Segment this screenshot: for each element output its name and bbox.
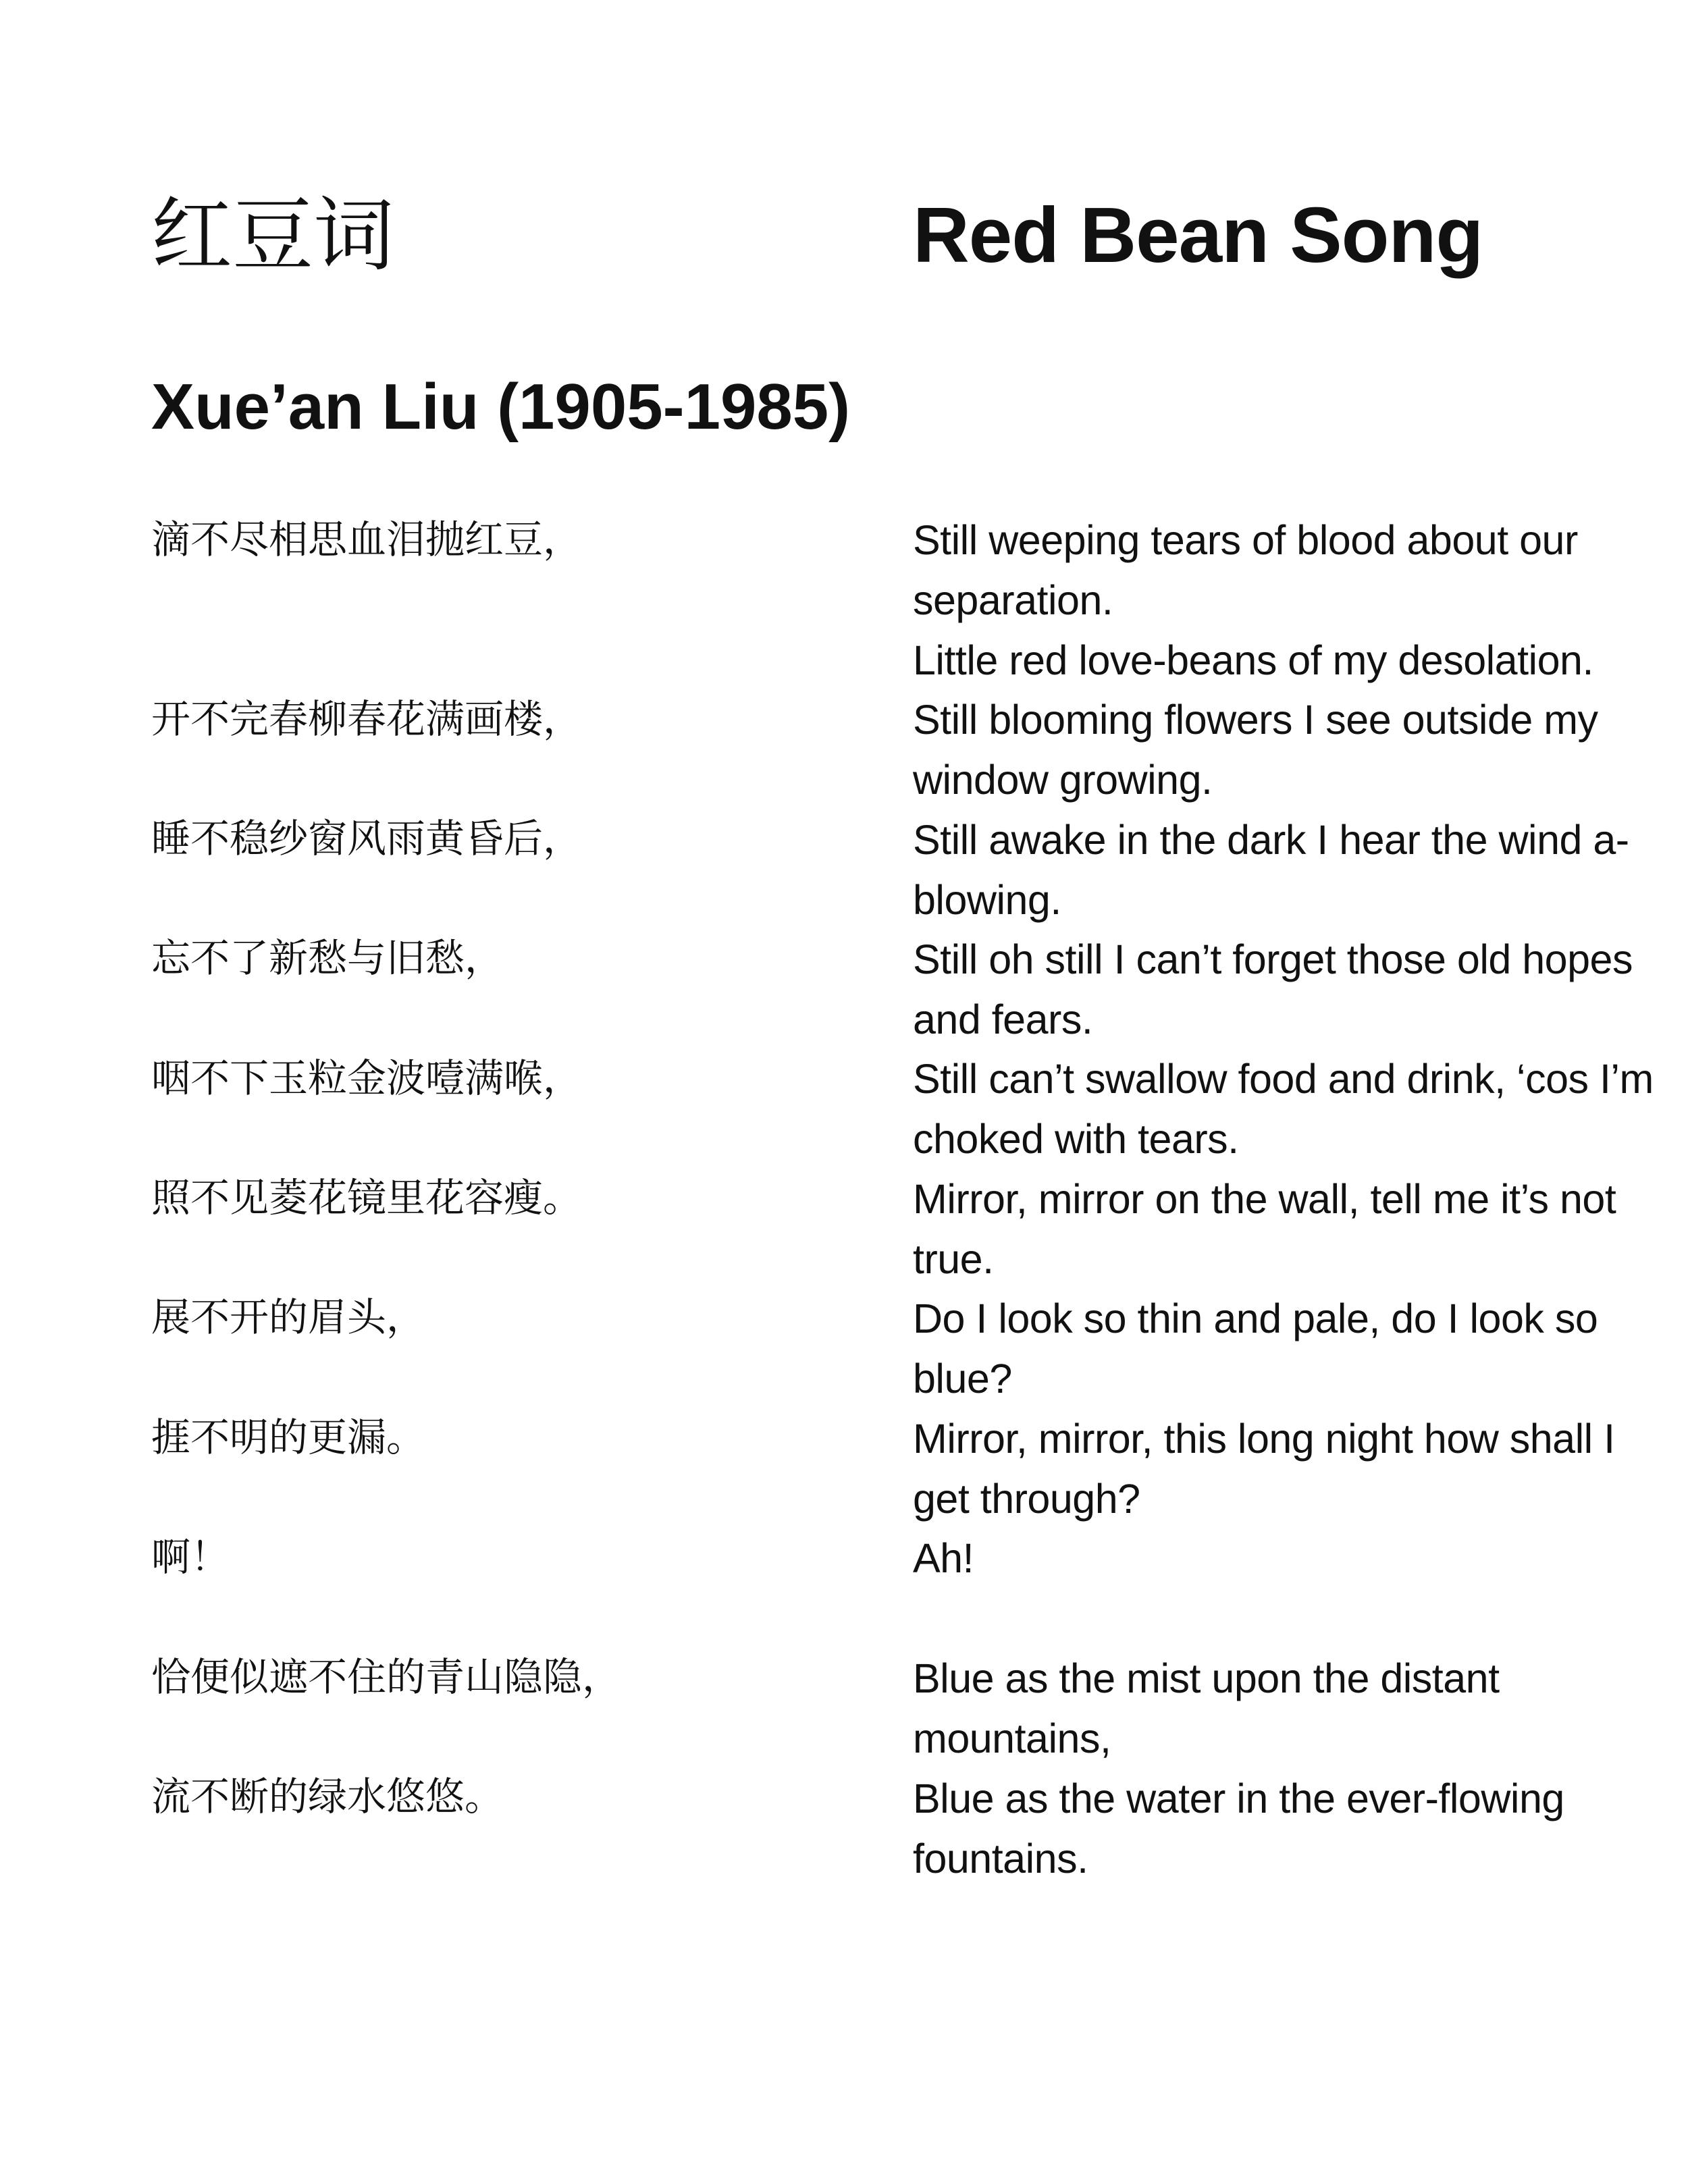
chinese-line: 照不见菱花镜里花容瘦。 xyxy=(151,1175,583,1221)
chinese-line: 忘不了新愁与旧愁， xyxy=(151,935,504,981)
chinese-line: 展不开的眉头， xyxy=(151,1294,426,1340)
english-line: Little red love-beans of my desolation. xyxy=(913,637,1593,683)
english-line: Still weeping tears of blood about our separation. xyxy=(913,517,1578,623)
chinese-title: 红豆词 xyxy=(151,189,394,283)
chinese-line: 咽不下玉粒金波噎满喉， xyxy=(151,1055,583,1101)
english-line: Ah! xyxy=(913,1535,974,1581)
english-line: Still can’t swallow food and drink, ‘cos I’m choked with tears. xyxy=(913,1056,1654,1162)
english-line: Still awake in the dark I hear the wind a-blowing. xyxy=(913,817,1629,923)
chinese-line: 滴不尽相思血泪抛红豆， xyxy=(151,516,583,562)
english-line: Blue as the mist upon the distant mountains, xyxy=(913,1655,1500,1761)
chinese-line: 睡不稳纱窗风雨黄昏后， xyxy=(151,816,583,861)
english-line: Do I look so thin and pale, do I look so blue? xyxy=(913,1296,1598,1402)
chinese-line: 恰便似遮不住的青山隐隐， xyxy=(151,1654,622,1700)
chinese-line: 开不完春柳春花满画楼， xyxy=(151,696,583,742)
author-name: Xue’an Liu (1905-1985) xyxy=(151,371,851,443)
english-title: Red Bean Song xyxy=(913,191,1483,279)
chinese-line: 捱不明的更漏。 xyxy=(151,1414,426,1460)
english-line: Blue as the water in the ever-flowing fountains. xyxy=(913,1776,1564,1882)
chinese-line: 流不断的绿水悠悠。 xyxy=(151,1774,504,1819)
english-line: Still blooming flowers I see outside my window growing. xyxy=(913,697,1598,803)
english-line: Mirror, mirror, this long night how shall I get through? xyxy=(913,1416,1615,1522)
chinese-line: 啊！ xyxy=(151,1534,230,1580)
english-line: Still oh still I can’t forget those old hopes and fears. xyxy=(913,936,1633,1042)
english-line: Mirror, mirror on the wall, tell me it’s not true. xyxy=(913,1176,1616,1282)
